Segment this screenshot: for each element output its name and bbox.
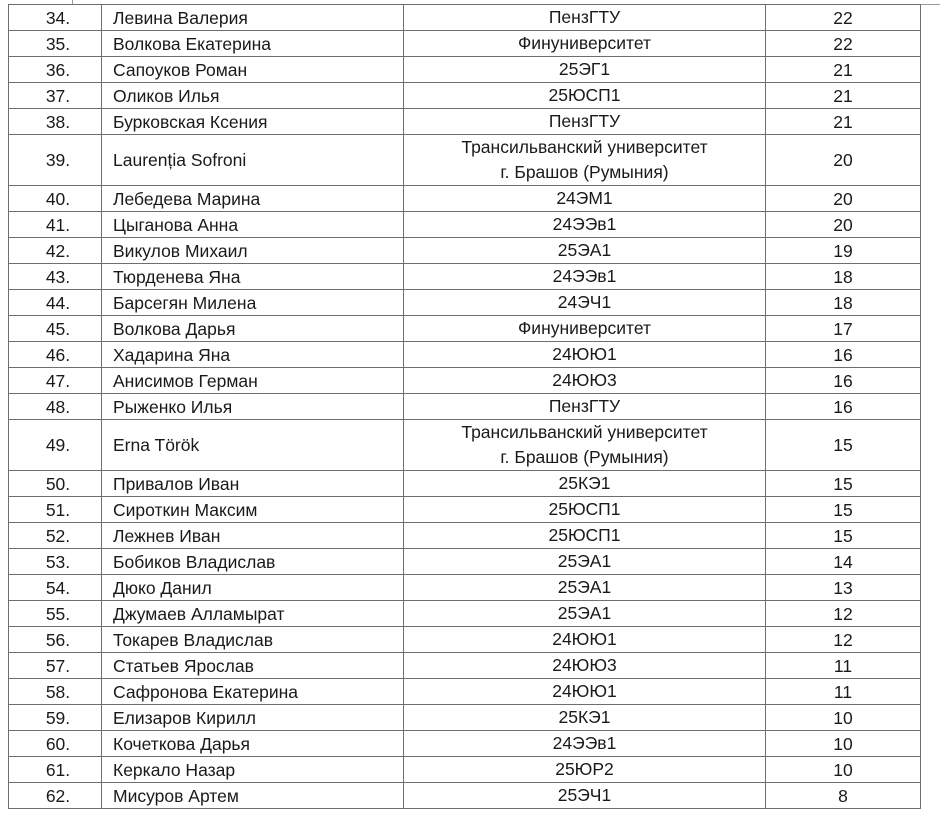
group-cell bbox=[404, 316, 766, 342]
table-row bbox=[9, 783, 921, 809]
group-text-line: ПензГТУ bbox=[548, 111, 621, 131]
group-text-line: 25ЭГ1 bbox=[558, 59, 611, 79]
participant-name-cell: Бурковская Ксения bbox=[102, 109, 404, 135]
group-text-line: 25КЭ1 bbox=[558, 473, 611, 493]
group-text-line: 25ЭА1 bbox=[557, 240, 612, 260]
group-cell bbox=[404, 705, 766, 731]
row-number-cell: 57. bbox=[9, 653, 102, 679]
participant-name-cell: Дюко Данил bbox=[102, 575, 404, 601]
group-text-line: 25ЭА1 bbox=[557, 603, 612, 623]
table-row bbox=[9, 627, 921, 653]
participant-name-cell: Сапоуков Роман bbox=[102, 57, 404, 83]
score-cell: 15 bbox=[766, 420, 921, 471]
group-cell bbox=[404, 653, 766, 679]
score-cell: 19 bbox=[766, 238, 921, 264]
score-cell: 21 bbox=[766, 83, 921, 109]
table-row bbox=[9, 731, 921, 757]
results-table bbox=[8, 4, 921, 809]
group-text-line: 24ЮЮ3 bbox=[552, 370, 617, 390]
group-cell bbox=[404, 186, 766, 212]
score-cell: 10 bbox=[766, 731, 921, 757]
group-text-line: ПензГТУ bbox=[548, 396, 621, 416]
score-cell: 8 bbox=[766, 783, 921, 809]
group-text-line: 25КЭ1 bbox=[558, 707, 611, 727]
participant-name-cell: Статьев Ярослав bbox=[102, 653, 404, 679]
participant-name-cell: Мисуров Артем bbox=[102, 783, 404, 809]
group-cell bbox=[404, 368, 766, 394]
group-cell bbox=[404, 549, 766, 575]
participant-name-cell: Викулов Михаил bbox=[102, 238, 404, 264]
group-text-line: 25ЭЧ1 bbox=[557, 785, 612, 805]
row-number-cell: 60. bbox=[9, 731, 102, 757]
table-row bbox=[9, 679, 921, 705]
table-row bbox=[9, 316, 921, 342]
participant-name-cell: Левина Валерия bbox=[102, 5, 404, 31]
table-row bbox=[9, 705, 921, 731]
table-row bbox=[9, 575, 921, 601]
score-cell: 21 bbox=[766, 109, 921, 135]
score-cell: 20 bbox=[766, 212, 921, 238]
group-text-line: 24ЭМ1 bbox=[556, 188, 613, 208]
group-cell bbox=[404, 135, 766, 186]
group-text-line: 25ЮСП1 bbox=[548, 85, 621, 105]
participant-name-cell: Лежнев Иван bbox=[102, 523, 404, 549]
participant-name-cell: Сафронова Екатерина bbox=[102, 679, 404, 705]
score-cell: 10 bbox=[766, 757, 921, 783]
table-row bbox=[9, 394, 921, 420]
table-row bbox=[9, 757, 921, 783]
group-text-line: 25ЭА1 bbox=[557, 577, 612, 597]
table-row bbox=[9, 135, 921, 186]
row-number-cell: 49. bbox=[9, 420, 102, 471]
participant-name-cell: Волкова Дарья bbox=[102, 316, 404, 342]
score-cell: 12 bbox=[766, 601, 921, 627]
group-text-line: 24ЮЮ1 bbox=[552, 629, 617, 649]
group-text-line: Финуниверситет bbox=[517, 318, 651, 338]
row-number-cell: 55. bbox=[9, 601, 102, 627]
group-cell bbox=[404, 342, 766, 368]
group-text-line: 24ЮЮ1 bbox=[552, 344, 617, 364]
row-number-cell: 44. bbox=[9, 290, 102, 316]
table-row bbox=[9, 5, 921, 31]
row-number-cell: 40. bbox=[9, 186, 102, 212]
table-row bbox=[9, 290, 921, 316]
participant-name-cell: Анисимов Герман bbox=[102, 368, 404, 394]
participant-name-cell: Оликов Илья bbox=[102, 83, 404, 109]
group-cell bbox=[404, 523, 766, 549]
group-text-line: ПензГТУ bbox=[548, 7, 621, 27]
score-cell: 11 bbox=[766, 653, 921, 679]
row-number-cell: 59. bbox=[9, 705, 102, 731]
row-number-cell: 62. bbox=[9, 783, 102, 809]
group-cell bbox=[404, 497, 766, 523]
group-text-line: Финуниверситет bbox=[517, 33, 651, 53]
participant-name-cell: Хадарина Яна bbox=[102, 342, 404, 368]
results-table-body bbox=[9, 5, 921, 809]
row-number-cell: 51. bbox=[9, 497, 102, 523]
table-row bbox=[9, 368, 921, 394]
group-cell bbox=[404, 471, 766, 497]
group-cell bbox=[404, 601, 766, 627]
group-cell bbox=[404, 290, 766, 316]
group-text-line: Трансильванский университет bbox=[461, 137, 708, 157]
participant-name-cell: Рыженко Илья bbox=[102, 394, 404, 420]
score-cell: 20 bbox=[766, 135, 921, 186]
row-number-cell: 36. bbox=[9, 57, 102, 83]
participant-name-cell: Сироткин Максим bbox=[102, 497, 404, 523]
group-text-line: 24ЭЭв1 bbox=[552, 266, 617, 286]
score-cell: 15 bbox=[766, 471, 921, 497]
group-cell bbox=[404, 212, 766, 238]
group-text-line: г. Брашов (Румыния) bbox=[500, 447, 669, 467]
group-cell bbox=[404, 31, 766, 57]
score-cell: 14 bbox=[766, 549, 921, 575]
group-text-line: 24ЮЮ3 bbox=[552, 655, 617, 675]
table-row bbox=[9, 109, 921, 135]
page-edge-mark bbox=[921, 4, 940, 5]
participant-name-cell: Волкова Екатерина bbox=[102, 31, 404, 57]
group-text-line: 25ЮСП1 bbox=[548, 525, 621, 545]
table-row bbox=[9, 83, 921, 109]
group-cell bbox=[404, 757, 766, 783]
row-number-cell: 52. bbox=[9, 523, 102, 549]
score-cell: 18 bbox=[766, 290, 921, 316]
group-cell bbox=[404, 238, 766, 264]
group-text-line: 24ЮЮ1 bbox=[552, 681, 617, 701]
group-text-line: Трансильванский университет bbox=[461, 422, 708, 442]
score-cell: 18 bbox=[766, 264, 921, 290]
score-cell: 16 bbox=[766, 368, 921, 394]
table-row bbox=[9, 523, 921, 549]
score-cell: 22 bbox=[766, 5, 921, 31]
group-cell bbox=[404, 420, 766, 471]
group-cell bbox=[404, 627, 766, 653]
row-number-cell: 48. bbox=[9, 394, 102, 420]
participant-name-cell: Кочеткова Дарья bbox=[102, 731, 404, 757]
score-cell: 22 bbox=[766, 31, 921, 57]
score-cell: 16 bbox=[766, 342, 921, 368]
participant-name-cell: Лебедева Марина bbox=[102, 186, 404, 212]
table-row bbox=[9, 264, 921, 290]
participant-name-cell: Laurenția Sofroni bbox=[102, 135, 404, 186]
row-number-cell: 43. bbox=[9, 264, 102, 290]
row-number-cell: 35. bbox=[9, 31, 102, 57]
table-row bbox=[9, 238, 921, 264]
score-cell: 17 bbox=[766, 316, 921, 342]
group-text-line: 25ЭА1 bbox=[557, 551, 612, 571]
table-row bbox=[9, 186, 921, 212]
row-number-cell: 42. bbox=[9, 238, 102, 264]
group-cell bbox=[404, 783, 766, 809]
row-number-cell: 46. bbox=[9, 342, 102, 368]
score-cell: 11 bbox=[766, 679, 921, 705]
score-cell: 15 bbox=[766, 523, 921, 549]
group-cell bbox=[404, 575, 766, 601]
score-cell: 16 bbox=[766, 394, 921, 420]
group-text-line: 25ЮСП1 bbox=[548, 499, 621, 519]
score-cell: 10 bbox=[766, 705, 921, 731]
group-cell bbox=[404, 109, 766, 135]
participant-name-cell: Тюрденева Яна bbox=[102, 264, 404, 290]
group-text-line: г. Брашов (Румыния) bbox=[500, 162, 669, 182]
table-row bbox=[9, 653, 921, 679]
row-number-cell: 38. bbox=[9, 109, 102, 135]
row-number-cell: 58. bbox=[9, 679, 102, 705]
table-row bbox=[9, 31, 921, 57]
table-row bbox=[9, 497, 921, 523]
group-cell bbox=[404, 83, 766, 109]
table-row bbox=[9, 471, 921, 497]
score-cell: 21 bbox=[766, 57, 921, 83]
group-text-line: 24ЭЧ1 bbox=[557, 292, 612, 312]
row-number-cell: 45. bbox=[9, 316, 102, 342]
score-cell: 12 bbox=[766, 627, 921, 653]
row-number-cell: 50. bbox=[9, 471, 102, 497]
participant-name-cell: Бобиков Владислав bbox=[102, 549, 404, 575]
score-cell: 15 bbox=[766, 497, 921, 523]
row-number-cell: 53. bbox=[9, 549, 102, 575]
table-row bbox=[9, 601, 921, 627]
participant-name-cell: Цыганова Анна bbox=[102, 212, 404, 238]
row-number-cell: 41. bbox=[9, 212, 102, 238]
group-cell bbox=[404, 57, 766, 83]
group-cell bbox=[404, 264, 766, 290]
score-cell: 13 bbox=[766, 575, 921, 601]
table-row bbox=[9, 57, 921, 83]
participant-name-cell: Елизаров Кирилл bbox=[102, 705, 404, 731]
group-cell bbox=[404, 394, 766, 420]
group-text-line: 25ЮР2 bbox=[555, 759, 614, 779]
participant-name-cell: Джумаев Алламырат bbox=[102, 601, 404, 627]
group-cell bbox=[404, 679, 766, 705]
participant-name-cell: Привалов Иван bbox=[102, 471, 404, 497]
participant-name-cell: Барсегян Милена bbox=[102, 290, 404, 316]
row-number-cell: 56. bbox=[9, 627, 102, 653]
group-text-line: 24ЭЭв1 bbox=[552, 733, 617, 753]
table-row bbox=[9, 420, 921, 471]
score-cell: 20 bbox=[766, 186, 921, 212]
participant-name-cell: Токарев Владислав bbox=[102, 627, 404, 653]
group-cell bbox=[404, 5, 766, 31]
row-number-cell: 61. bbox=[9, 757, 102, 783]
row-number-cell: 54. bbox=[9, 575, 102, 601]
table-row bbox=[9, 549, 921, 575]
table-row bbox=[9, 342, 921, 368]
group-cell bbox=[404, 731, 766, 757]
participant-name-cell: Erna Török bbox=[102, 420, 404, 471]
row-number-cell: 39. bbox=[9, 135, 102, 186]
participant-name-cell: Керкало Назар bbox=[102, 757, 404, 783]
group-text-line: 24ЭЭв1 bbox=[552, 214, 617, 234]
table-row bbox=[9, 212, 921, 238]
row-number-cell: 47. bbox=[9, 368, 102, 394]
row-number-cell: 37. bbox=[9, 83, 102, 109]
row-number-cell: 34. bbox=[9, 5, 102, 31]
